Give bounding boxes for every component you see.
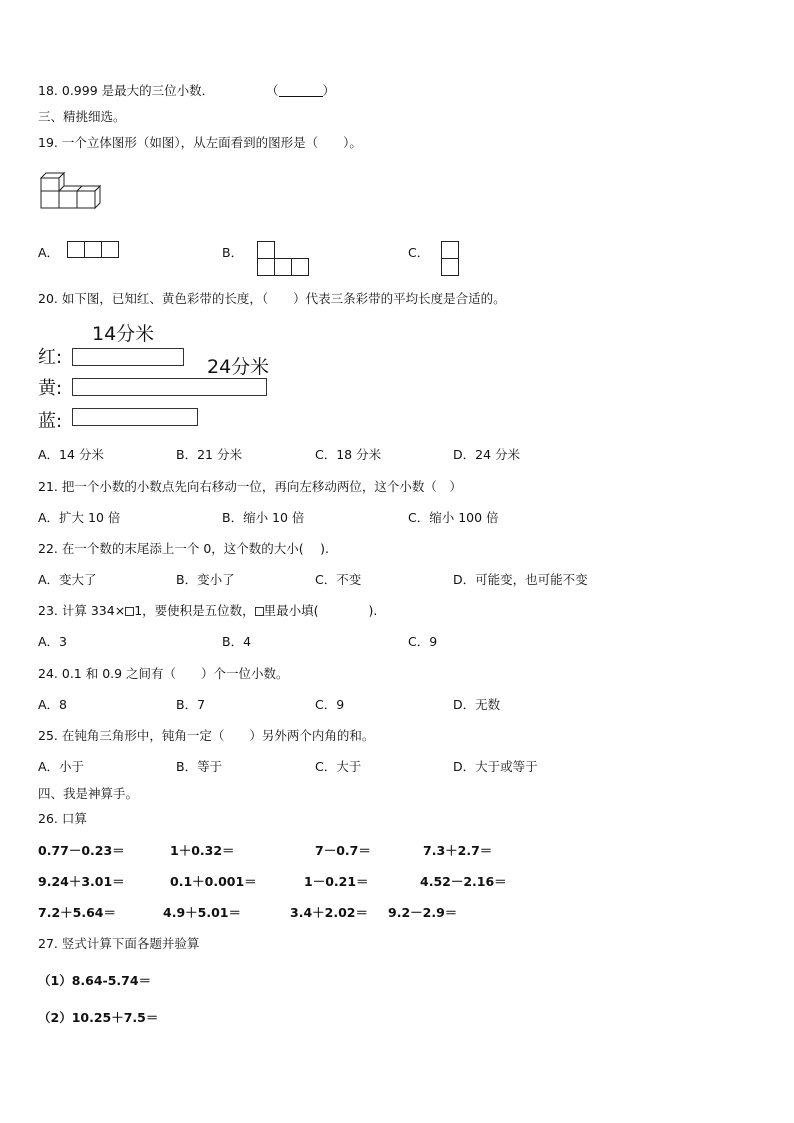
q23-text-before: 计算 334× — [61, 603, 126, 618]
q21-text: 把一个小数的小数点先向右移动一位，再向左移动两位，这个小数（ ） — [61, 479, 462, 494]
q26-r2-c4[interactable]: 4.52－2.16＝ — [420, 874, 507, 889]
q22-option-b[interactable]: B．变小了 — [176, 572, 235, 587]
q21-line — [38, 479, 462, 495]
q20-text: 如下图，已知红、黄色彩带的长度，（ ）代表三条彩带的平均长度是合适的。 — [61, 291, 506, 306]
q26-r1-c1[interactable]: 0.77－0.23＝ — [38, 843, 125, 858]
q23-option-c[interactable]: C．9 — [408, 634, 438, 649]
q26-number: 26. — [38, 811, 58, 826]
q27-line — [38, 936, 199, 952]
q20-red-ribbon — [72, 348, 184, 366]
q26-r2-c3[interactable]: 1－0.21＝ — [304, 874, 369, 889]
q20-line — [38, 291, 506, 307]
q26-line — [38, 811, 87, 827]
q24-option-c[interactable]: C．9 — [315, 697, 345, 712]
q24-option-b[interactable]: B．7 — [176, 697, 206, 712]
q26-r3-c1[interactable]: 7.2＋5.64＝ — [38, 905, 116, 920]
q25-option-b[interactable]: B．等于 — [176, 759, 223, 774]
q20-label-24: 24分米 — [207, 356, 270, 378]
q21-option-b[interactable]: B．缩小 10 倍 — [222, 510, 305, 525]
q22-text: 在一个数的末尾添上一个 0，这个数的大小( ). — [61, 541, 330, 556]
q20-yellow-label: 黄: — [38, 378, 63, 399]
q19-option-c-figure[interactable] — [441, 241, 459, 276]
q24-text: 0.1 和 0.9 之间有（ ）个一位小数。 — [61, 666, 289, 681]
q20-label-14: 14分米 — [92, 323, 155, 345]
q23-option-b[interactable]: B．4 — [222, 634, 252, 649]
q18-line — [38, 83, 214, 99]
section-4-heading: 四、我是神算手。 — [38, 786, 139, 801]
q20-option-b[interactable]: B．21 分米 — [176, 447, 242, 462]
q25-text: 在钝角三角形中，钝角一定（ ）另外两个内角的和。 — [61, 728, 375, 743]
q19-option-b-label[interactable]: B． — [222, 245, 244, 260]
q19-solid-figure — [38, 170, 102, 212]
q19-option-c-label[interactable]: C． — [408, 245, 430, 260]
q22-option-a[interactable]: A．变大了 — [38, 572, 97, 587]
q26-r2-c1[interactable]: 9.24＋3.01＝ — [38, 874, 125, 889]
q18-answer-paren: （ ） — [266, 83, 336, 98]
q20-option-c[interactable]: C．18 分米 — [315, 447, 382, 462]
q20-red-label: 红: — [38, 347, 63, 368]
q21-number: 21. — [38, 479, 58, 494]
q26-text: 口算 — [61, 811, 87, 826]
q22-line — [38, 541, 329, 557]
q25-option-c[interactable]: C．大于 — [315, 759, 362, 774]
q19-number: 19. — [38, 135, 58, 150]
q23-option-a[interactable]: A．3 — [38, 634, 68, 649]
q18-number: 18. — [38, 83, 58, 98]
q26-r3-c4[interactable]: 9.2－2.9＝ — [388, 905, 458, 920]
q20-blue-ribbon — [72, 408, 198, 426]
q23-text-mid: 1，要使积是五位数， — [134, 603, 255, 618]
q21-option-c[interactable]: C．缩小 100 倍 — [408, 510, 499, 525]
q27-number: 27. — [38, 936, 58, 951]
section-3-heading: 三、精挑细选。 — [38, 109, 126, 124]
q23-line — [38, 603, 377, 619]
q25-option-d[interactable]: D．大于或等于 — [453, 759, 538, 774]
q27-text: 竖式计算下面各题并验算 — [61, 936, 200, 951]
q19-text: 一个立体图形（如图），从左面看到的图形是（ ）。 — [61, 135, 362, 150]
q25-option-a[interactable]: A．小于 — [38, 759, 85, 774]
q22-option-d[interactable]: D．可能变，也可能不变 — [453, 572, 588, 587]
q19-option-b-figure[interactable] — [257, 241, 310, 276]
q19-option-a-label[interactable]: A． — [38, 245, 60, 260]
q26-r2-c2[interactable]: 0.1＋0.001＝ — [170, 874, 257, 889]
q26-r3-c3[interactable]: 3.4＋2.02＝ — [290, 905, 368, 920]
q21-option-a[interactable]: A．扩大 10 倍 — [38, 510, 121, 525]
q26-r1-c4[interactable]: 7.3＋2.7＝ — [423, 843, 493, 858]
q23-text-after: 里最小填( ). — [263, 603, 378, 618]
q24-option-d[interactable]: D．无数 — [453, 697, 501, 712]
q20-option-a[interactable]: A．14 分米 — [38, 447, 104, 462]
q26-r1-c2[interactable]: 1＋0.32＝ — [170, 843, 235, 858]
q23-box-icon — [125, 607, 134, 616]
q26-r1-c3[interactable]: 7－0.7＝ — [315, 843, 371, 858]
q27-item-2[interactable]: （2）10.25＋7.5＝ — [38, 1010, 159, 1025]
q24-number: 24. — [38, 666, 58, 681]
q19-option-a-figure[interactable] — [67, 241, 119, 258]
q23-number: 23. — [38, 603, 58, 618]
q24-option-a[interactable]: A．8 — [38, 697, 68, 712]
q25-number: 25. — [38, 728, 58, 743]
q25-line — [38, 728, 374, 744]
q24-line — [38, 666, 289, 682]
q18-answer-blank[interactable] — [279, 84, 323, 97]
q20-option-d[interactable]: D．24 分米 — [453, 447, 521, 462]
q27-item-1[interactable]: （1）8.64-5.74＝ — [38, 973, 152, 988]
q26-r3-c2[interactable]: 4.9＋5.01＝ — [163, 905, 241, 920]
q20-number: 20. — [38, 291, 58, 306]
q22-number: 22. — [38, 541, 58, 556]
q23-box-icon-2 — [255, 607, 264, 616]
q22-option-c[interactable]: C．不变 — [315, 572, 362, 587]
q19-line — [38, 135, 362, 151]
q20-yellow-ribbon — [72, 378, 267, 396]
q20-blue-label: 蓝: — [38, 411, 63, 432]
q18-text: 0.999 是最大的三位小数． — [61, 83, 215, 98]
